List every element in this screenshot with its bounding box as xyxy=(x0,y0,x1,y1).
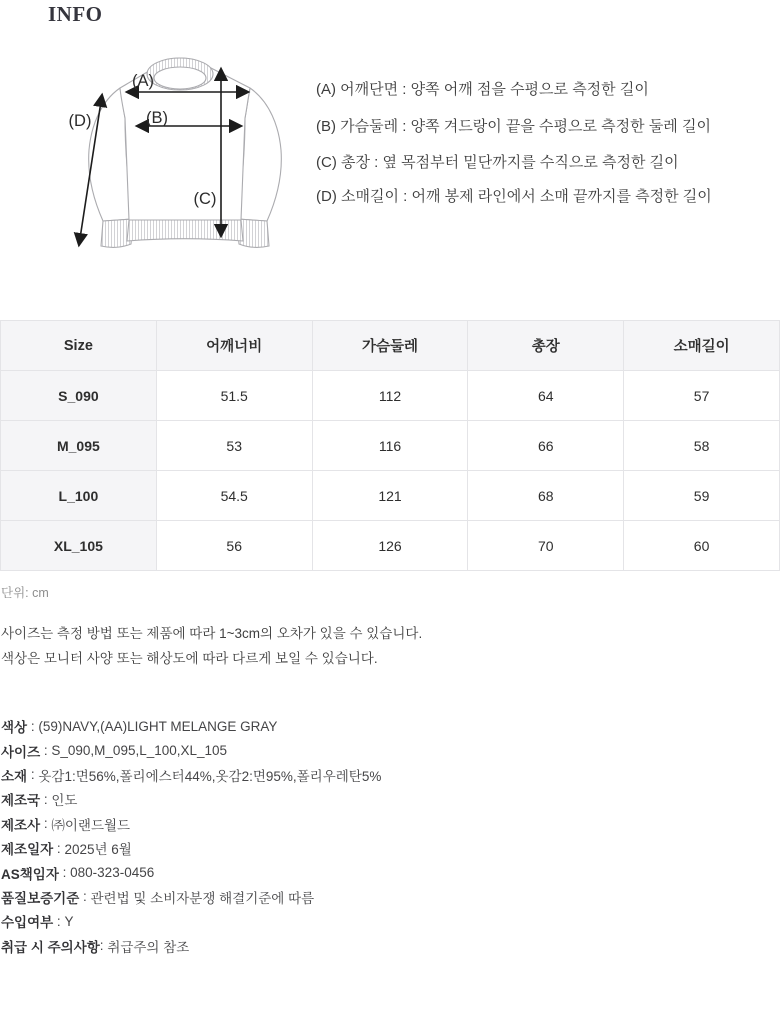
value-cell: 66 xyxy=(468,421,624,471)
detail-care xyxy=(1,934,381,958)
col-header-length: 총장 xyxy=(468,321,624,371)
detail-value: 080-323-0456 xyxy=(70,865,155,881)
value-cell: 64 xyxy=(468,371,624,421)
detail-label: 색상 xyxy=(1,720,28,736)
detail-material xyxy=(1,763,381,787)
value-cell: 58 xyxy=(624,421,780,471)
size-table xyxy=(0,320,780,571)
measure-desc-sleeve: (D) 소매길이 : 어깨 봉제 라인에서 소매 끝까지를 측정한 길이 xyxy=(316,188,712,205)
col-header-sleeve: 소매길이 xyxy=(624,321,780,371)
detail-value: (59)NAVY,(AA)LIGHT MELANGE GRAY xyxy=(38,718,278,734)
detail-separator: : xyxy=(79,889,91,905)
size-cell: M_095 xyxy=(1,421,157,471)
size-cell: XL_105 xyxy=(1,521,157,571)
value-cell: 126 xyxy=(312,521,468,571)
value-cell: 54.5 xyxy=(156,471,312,521)
col-header-shoulder: 어깨너비 xyxy=(156,321,312,371)
col-header-size: Size xyxy=(1,321,157,371)
value-cell: 59 xyxy=(624,471,780,521)
size-cell: S_090 xyxy=(1,371,157,421)
detail-value: 취급주의 참조 xyxy=(107,939,190,955)
table-row xyxy=(1,421,780,471)
detail-value: 관련법 및 소비자분쟁 해결기준에 따름 xyxy=(90,890,315,906)
value-cell: 51.5 xyxy=(156,371,312,421)
value-cell: 121 xyxy=(312,471,468,521)
detail-label: 취급 시 주의사항 xyxy=(1,939,100,955)
detail-separator: : xyxy=(53,913,65,929)
detail-label: 소재 xyxy=(1,768,28,784)
measure-desc-length: (C) 총장 : 옆 목점부터 밑단까지를 수직으로 측정한 길이 xyxy=(316,154,679,171)
detail-size xyxy=(1,738,381,762)
diagram-label-b: (B) xyxy=(146,109,168,127)
detail-separator: : xyxy=(27,767,39,783)
diagram-label-d: (D) xyxy=(68,112,92,130)
detail-label: 제조일자 xyxy=(1,842,54,858)
detail-value: Y xyxy=(64,913,74,929)
size-cell: L_100 xyxy=(1,471,157,521)
detail-label: AS책임자 xyxy=(1,866,59,882)
detail-separator: : xyxy=(40,816,52,832)
value-cell: 68 xyxy=(468,471,624,521)
value-cell: 112 xyxy=(312,371,468,421)
sweater-measurement-diagram xyxy=(50,55,310,265)
detail-separator: : xyxy=(40,743,52,759)
page-title: INFO xyxy=(48,2,103,26)
detail-imported xyxy=(1,909,381,933)
detail-manufacture-date xyxy=(1,836,381,860)
detail-as-contact xyxy=(1,860,381,884)
unit-note: 단위: cm xyxy=(1,586,49,600)
value-cell: 57 xyxy=(624,371,780,421)
product-details-list xyxy=(1,714,381,958)
value-cell: 70 xyxy=(468,521,624,571)
size-table-header-row xyxy=(1,321,780,371)
detail-color xyxy=(1,714,381,738)
detail-value: 2025년 6월 xyxy=(64,842,132,858)
detail-manufacturer xyxy=(1,812,381,836)
detail-label: 제조국 xyxy=(1,793,41,809)
table-row xyxy=(1,471,780,521)
measure-desc-chest: (B) 가슴둘레 : 양쪽 겨드랑이 끝을 수평으로 측정한 둘레 길이 xyxy=(316,118,711,135)
detail-value: S_090,M_095,L_100,XL_105 xyxy=(51,743,228,759)
detail-warranty xyxy=(1,885,381,909)
measure-desc-shoulder: (A) 어깨단면 : 양쪽 어깨 점을 수평으로 측정한 길이 xyxy=(316,81,649,98)
detail-label: 사이즈 xyxy=(1,744,41,760)
detail-separator: : xyxy=(99,938,108,954)
detail-country xyxy=(1,787,381,811)
note-size-tolerance: 사이즈는 측정 방법 또는 제품에 따라 1~3cm의 오차가 있을 수 있습니다. xyxy=(1,626,423,641)
detail-separator: : xyxy=(53,840,65,856)
note-color-monitor: 색상은 모니터 사양 또는 해상도에 따라 다르게 보일 수 있습니다. xyxy=(1,651,378,666)
col-header-chest: 가슴둘레 xyxy=(312,321,468,371)
detail-value: ㈜이랜드월드 xyxy=(51,817,131,833)
detail-label: 수입여부 xyxy=(1,915,54,931)
diagram-label-c: (C) xyxy=(193,190,217,208)
detail-separator: : xyxy=(27,718,39,734)
sweater-collar xyxy=(147,58,213,90)
value-cell: 53 xyxy=(156,421,312,471)
detail-label: 제조사 xyxy=(1,817,41,833)
value-cell: 56 xyxy=(156,521,312,571)
detail-separator: : xyxy=(58,865,71,881)
detail-label: 품질보증기준 xyxy=(1,890,80,906)
value-cell: 116 xyxy=(312,421,468,471)
table-row xyxy=(1,371,780,421)
disclaimer-notes xyxy=(1,621,422,671)
table-row xyxy=(1,521,780,571)
diagram-label-a: (A) xyxy=(132,72,154,90)
detail-value: 옷감1:면56%,폴리에스터44%,옷감2:면95%,폴리우레탄5% xyxy=(38,768,382,784)
detail-separator: : xyxy=(40,791,52,807)
detail-value: 인도 xyxy=(51,793,78,809)
value-cell: 60 xyxy=(624,521,780,571)
